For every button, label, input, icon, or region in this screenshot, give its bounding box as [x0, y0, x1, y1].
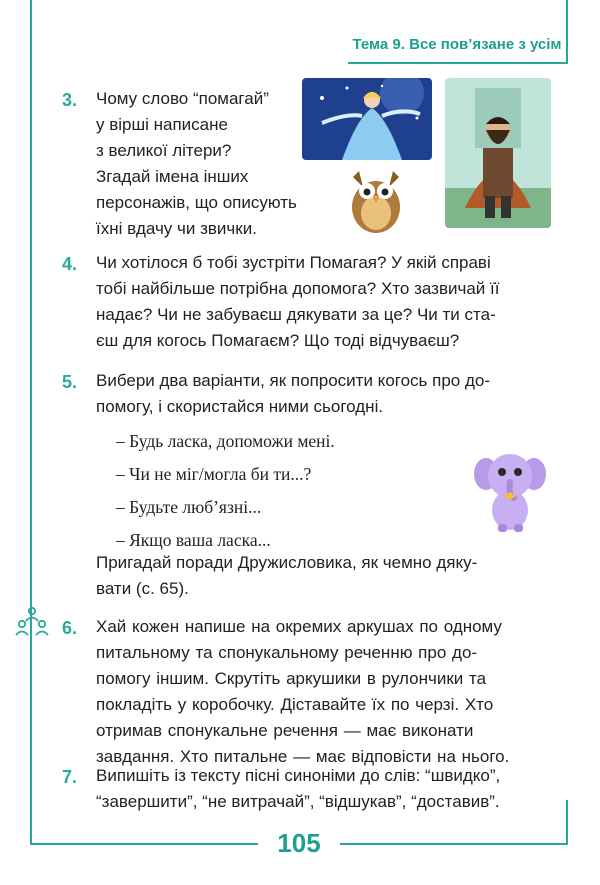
- task-text: [96, 763, 500, 815]
- task-text: [96, 368, 490, 420]
- text-line: покладіть у коробочку. Діставайте їх по черзі. Хто: [96, 695, 494, 714]
- task-number: 7.: [62, 767, 78, 787]
- text-line: Вибери два варіанти, як попросити когось про до-: [96, 371, 491, 390]
- task-number: 5.: [62, 372, 78, 392]
- text-line: надає? Чи не забуваєш дякувати за це? Чи ти ста-: [96, 305, 496, 324]
- option-item: – Чи не міг/могла би ти...?: [116, 464, 312, 484]
- text-line: тобі найбільше потрібна допомога? Хто зазвичай її: [96, 279, 500, 298]
- task-number: 6.: [62, 618, 78, 638]
- page-number: 105: [277, 828, 321, 858]
- text-line: завдання. Хто питальне — має відповісти на нього.: [96, 747, 510, 766]
- frame-line: [30, 0, 32, 845]
- text-line: Хай кожен напише на окремих аркушах по одному: [96, 617, 502, 636]
- text-line: помогу, і скористайся ними сьогодні.: [96, 397, 384, 416]
- cinderella-illustration: [302, 78, 432, 160]
- section-header: Тема 9. Все пов’язане з усім: [352, 36, 562, 53]
- text-line: Згадай імена інших: [96, 167, 249, 186]
- text-line: “завершити”, “не витрачай”, “відшукав”, “доставив”.: [96, 792, 500, 811]
- task-text: [96, 86, 297, 242]
- frame-line: [566, 0, 568, 64]
- text-line: отримав спонукальне речення — має виконати: [96, 721, 474, 740]
- option-item: – Будь ласка, допоможи мені.: [116, 431, 335, 451]
- text-line: Чому слово “помагай”: [96, 89, 269, 108]
- frame-line: [348, 62, 568, 64]
- option-item: – Будьте люб’язні...: [116, 497, 262, 517]
- task-text: [96, 614, 509, 770]
- group-work-icon: [14, 604, 50, 640]
- text-line: Пригадай поради Дружисловика, як чемно дяку-: [96, 553, 478, 572]
- text-line: у вірші написане: [96, 115, 228, 134]
- task-text: [96, 250, 499, 354]
- text-line: помогу іншим. Скрутіть аркушики в рулончики та: [96, 669, 487, 688]
- request-options: [116, 425, 335, 557]
- text-line: питальному та спонукальному реченню про до-: [96, 643, 478, 662]
- text-line: єш для когось Помагаєм? Що тоді відчуваєш?: [96, 331, 460, 350]
- frame-line: [566, 800, 568, 845]
- text-line: з великої літери?: [96, 141, 232, 160]
- task-number: 4.: [62, 254, 78, 274]
- text-line: Чи хотілося б тобі зустріти Помагая? У якій справі: [96, 253, 491, 272]
- option-item: – Якщо ваша ласка...: [116, 530, 271, 550]
- text-line: вати (с. 65).: [96, 579, 189, 598]
- task-text: [96, 550, 477, 602]
- elephant-illustration: [474, 446, 546, 532]
- frame-line: [30, 843, 258, 845]
- frame-line: [340, 843, 568, 845]
- text-line: персонажів, що описують: [96, 193, 297, 212]
- task-number: 3.: [62, 90, 78, 110]
- text-line: Випишіть із тексту пісні синоніми до слів: “швидко”,: [96, 766, 501, 785]
- text-line: їхні вдачу чи звички.: [96, 219, 257, 238]
- owl-illustration: [345, 165, 407, 235]
- bearded-man-illustration: [445, 78, 551, 228]
